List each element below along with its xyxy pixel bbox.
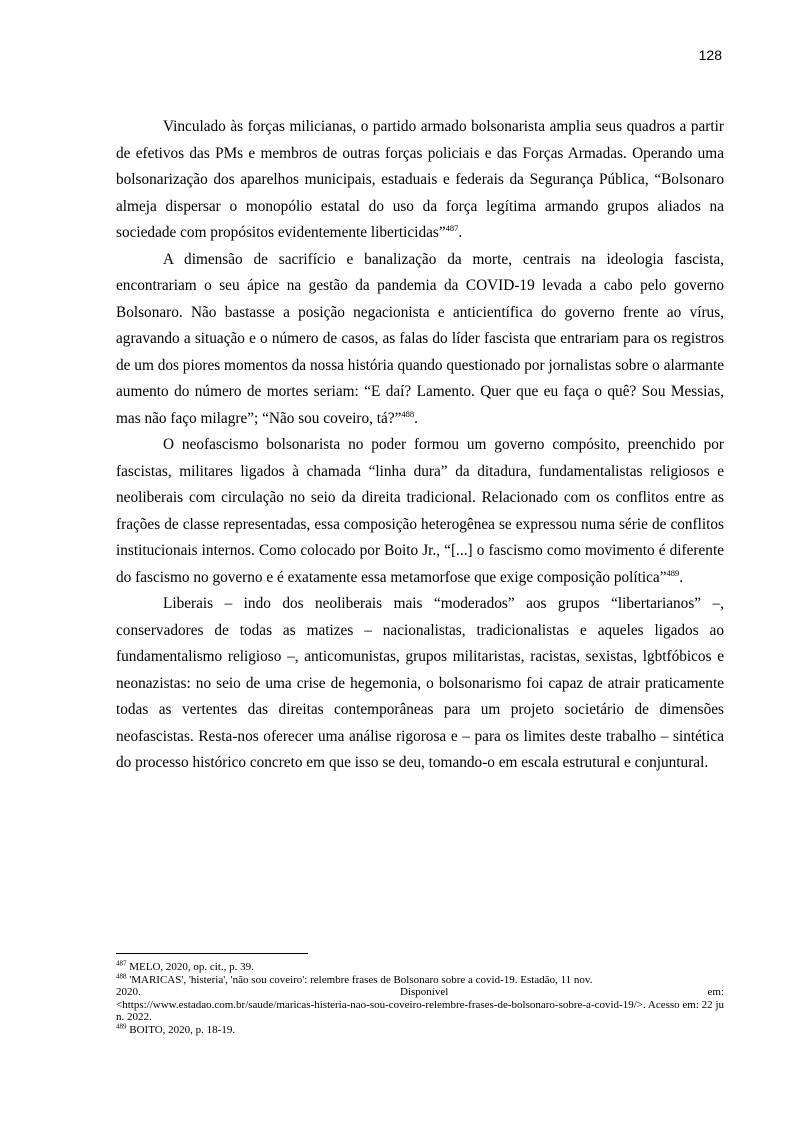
footnote-text: BOITO, 2020, p. 18-19. <box>129 1023 236 1036</box>
footnote-ref[interactable]: 488 <box>401 408 415 419</box>
footnote-item <box>116 961 724 974</box>
paragraph-text: A dimensão de sacrifício e banalização da morte, centrais na ideologia fascista, encontrariam o seu ápice na gestão da pandemia da COVID-19 levada a cabo pelo governo Bolsonaro. Não bastasse a posição negacionista e anticientífica do governo frente ao vírus, agravando a situação e o número de casos, as falas do líder fascista que entrariam para os registros de um dos piores momentos da nossa história quando questionado por jornalistas sobre o alarmante aumento do número de mortes seriam: “E daí? Lamento. Quer que eu faça o quê? Sou Messias, mas não faço milagre”; “Não sou coveiro, tá?” <box>116 250 724 427</box>
paragraph-end: . <box>414 409 418 427</box>
footnote-separator <box>116 953 308 954</box>
footnote-item <box>116 971 724 1024</box>
paragraph <box>116 432 724 591</box>
body-text <box>116 114 724 777</box>
footnote-ref[interactable]: 487 <box>445 222 459 233</box>
paragraph-text: O neofascismo bolsonarista no poder formou um governo compósito, preenchido por fascistas, militares ligados à chamada “linha dura” da ditadura, fundamentalistas religiosos e neoliberais com circulação no seio da direita tradicional. Relacionado com os conflitos entre as frações de classe representadas, essa composição heterogênea se expressou numa série de conflitos institucionais internos. Como colocado por Boito Jr., “[...] o fascismo como movimento é diferente do fascismo no governo e é exatamente essa metamorfose que exige composição política” <box>116 436 724 586</box>
paragraph-text: Liberais – indo dos neoliberais mais “moderados” aos grupos “libertarianos” –, conservadores de todas as matizes – nacionalistas, tradicionalistas e aqueles ligados ao fundamentalismo religioso –, anticomunistas, grupos militaristas, racistas, sexistas, lgbtfóbicos e neonazistas: no seio de uma crise de hegemonia, o bolsonarismo foi capaz de atrair praticamente todas as vertentes das direitas contemporâneas para um projeto societário de dimensões neofascistas. Resta-nos oferecer uma análise rigorosa e – para os limites deste trabalho – sintética do processo histórico concreto em que isso se deu, tomando-o em escala estrutural e conjuntural. <box>116 595 724 771</box>
footnote-number: 488 <box>116 971 127 980</box>
paragraph <box>116 247 724 433</box>
footnote-available: Disponível <box>399 986 449 998</box>
footnote-text: MELO, 2020, op. cit., p. 39. <box>129 961 254 973</box>
footnote-item <box>116 1021 724 1037</box>
footnote-at: em: <box>707 986 724 998</box>
paragraph <box>116 114 724 247</box>
footnote-text: 'MARICAS', 'histeria', 'não sou coveiro': relembre frases de Bolsonaro sobre a covid-19. Estadão, 11 nov. <box>129 973 593 986</box>
paragraph-end: . <box>458 224 463 241</box>
footnote-ref[interactable]: 489 <box>666 567 680 578</box>
footnote-number: 487 <box>116 959 127 968</box>
footnotes <box>116 961 724 1036</box>
footnote-number: 489 <box>116 1021 127 1030</box>
paragraph <box>116 591 724 777</box>
paragraph-end: . <box>679 568 684 586</box>
footnote-year: 2020. <box>116 986 141 998</box>
footnote-url[interactable]: <https://www.estadao.com.br/saude/maricas-histeria-nao-sou-coveiro-relembre-frases-de-bolsonaro-sobre-a-covid-19/>. Acesso em: 22 jun. 2022. <box>116 998 724 1023</box>
page-number: 128 <box>698 47 722 63</box>
paragraph-text: Vinculado às forças milicianas, o partido armado bolsonarista amplia seus quadros a partir de efetivos das PMs e membros de outras forças policiais e das Forças Armadas. Operando uma bolsonarização dos aparelhos municipais, estaduais e federais da Segurança Pública, “Bolsonaro almeja dispersar o monopólio estatal do uso da força legítima armando grupos aliados na sociedade com propósitos evidentemente liberticidas” <box>116 118 724 241</box>
